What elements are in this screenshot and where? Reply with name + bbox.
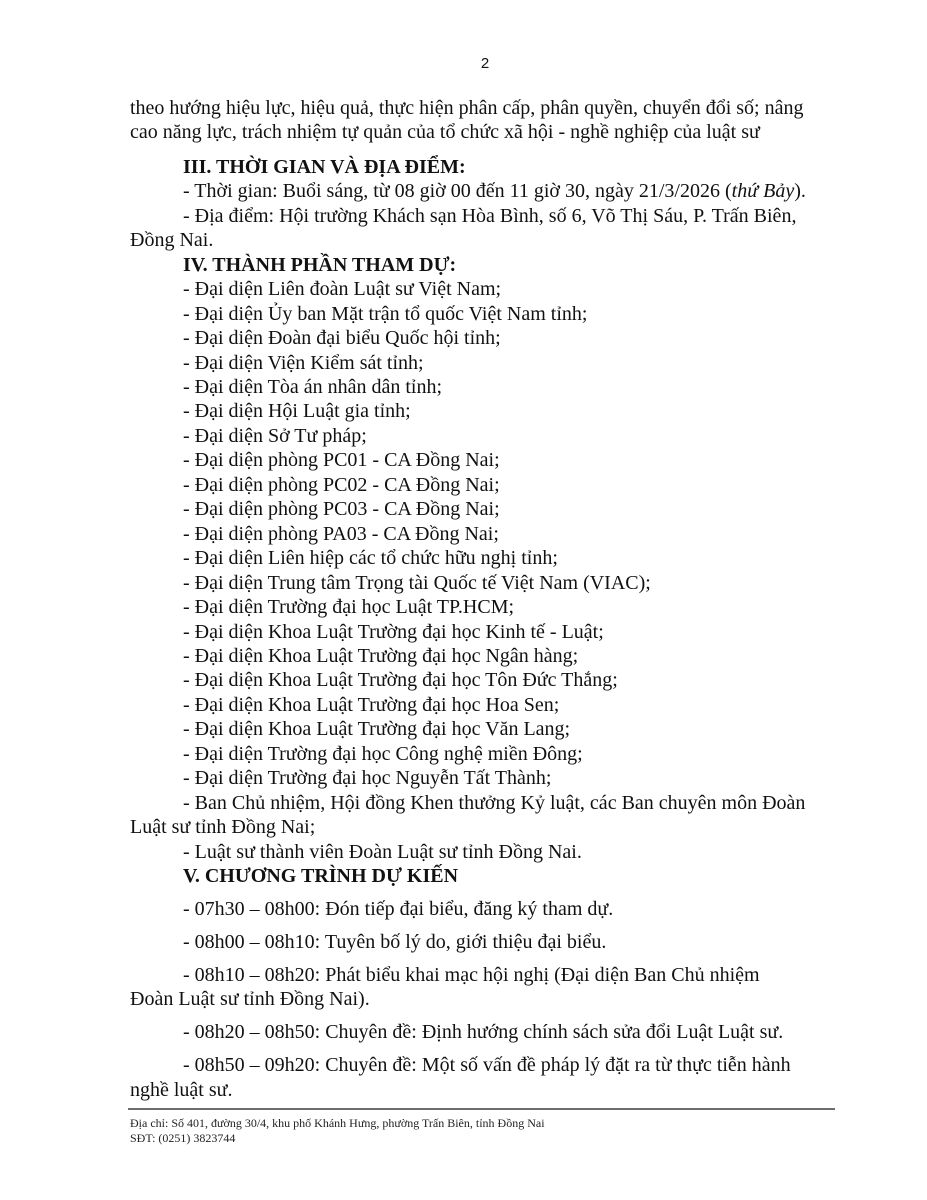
schedule-item: - 08h00 – 08h10: Tuyên bố lý do, giới thiệu đại biểu. [183, 930, 607, 953]
section-4-heading: IV. THÀNH PHẦN THAM DỰ: [183, 253, 457, 276]
schedule-list [130, 897, 840, 1102]
footer-divider [128, 1108, 835, 1110]
place-line-1: - Địa điểm: Hội trường Khách sạn Hòa Bình, số 6, Võ Thị Sáu, P. Trấn Biên, [183, 204, 797, 227]
attendee-item: - Đại diện phòng PC01 - CA Đồng Nai; [183, 449, 500, 472]
schedule-item: - 08h10 – 08h20: Phát biểu khai mạc hội nghị (Đại diện Ban Chủ nhiệm [183, 963, 760, 986]
time-prefix: - Thời gian: Buổi sáng, từ 08 giờ 00 đến 11 giờ 30, ngày 21/3/2026 ( [183, 180, 732, 203]
attendee-item: - Đại diện Tòa án nhân dân tỉnh; [183, 375, 443, 398]
footer [130, 1116, 545, 1146]
attendee-item: - Đại diện phòng PC03 - CA Đồng Nai; [183, 498, 500, 521]
place-line-2: Đồng Nai. [130, 229, 214, 252]
attendee-item: - Đại diện Liên hiệp các tổ chức hữu nghị tỉnh; [183, 547, 558, 570]
schedule-item: - 08h20 – 08h50: Chuyên đề: Định hướng chính sách sửa đổi Luật Luật sư. [183, 1021, 784, 1044]
time-weekday: thứ Bảy [731, 180, 795, 203]
attendee-item: - Đại diện Khoa Luật Trường đại học Ngân hàng; [183, 644, 579, 667]
intro-line-1: theo hướng hiệu lực, hiệu quả, thực hiện phân cấp, phân quyền, chuyển đổi số; nâng [130, 97, 804, 119]
footer-phone: SĐT: (0251) 3823744 [130, 1131, 236, 1145]
attendee-item: - Đại diện Viện Kiểm sát tỉnh; [183, 351, 424, 374]
attendee-item: - Đại diện Đoàn đại biểu Quốc hội tỉnh; [183, 327, 501, 350]
attendee-list [130, 277, 840, 791]
attendee-item: - Đại diện Hội Luật gia tỉnh; [183, 400, 411, 423]
section-3-heading: III. THỜI GIAN VÀ ĐỊA ĐIỂM: [183, 155, 466, 178]
attendee-item: - Đại diện Sở Tư pháp; [183, 424, 367, 447]
schedule-item: - 07h30 – 08h00: Đón tiếp đại biểu, đăng ký tham dự. [183, 898, 614, 920]
attendee-item: - Đại diện Khoa Luật Trường đại học Hoa Sen; [183, 693, 560, 716]
footer-address: Địa chỉ: Số 401, đường 30/4, khu phố Khánh Hưng, phường Trấn Biên, tỉnh Đồng Nai [130, 1116, 545, 1130]
board-line-2: Luật sư tỉnh Đồng Nai; [130, 816, 316, 839]
members-line: - Luật sư thành viên Đoàn Luật sư tỉnh Đồng Nai. [183, 840, 582, 863]
attendee-item: - Đại diện Trường đại học Nguyễn Tất Thành; [183, 767, 552, 790]
page-number: 2 [480, 55, 490, 72]
schedule-item-continuation: Đoàn Luật sư tỉnh Đồng Nai). [130, 988, 370, 1011]
attendee-item: - Đại diện phòng PC02 - CA Đồng Nai; [183, 473, 500, 496]
attendee-item: - Đại diện Trường đại học Luật TP.HCM; [183, 596, 515, 619]
intro-line-2: cao năng lực, trách nhiệm tự quản của tổ chức xã hội - nghề nghiệp của luật sư [130, 121, 760, 144]
board-line-1: - Ban Chủ nhiệm, Hội đồng Khen thưởng Kỷ luật, các Ban chuyên môn Đoàn [183, 791, 806, 814]
attendee-item: - Đại diện Liên đoàn Luật sư Việt Nam; [183, 278, 502, 301]
section-5-heading: V. CHƯƠNG TRÌNH DỰ KIẾN [183, 865, 459, 888]
attendee-item: - Đại diện Khoa Luật Trường đại học Văn Lang; [183, 718, 571, 741]
attendee-item: - Đại diện phòng PA03 - CA Đồng Nai; [183, 522, 499, 545]
attendee-item: - Đại diện Trường đại học Công nghệ miền Đông; [183, 742, 583, 765]
document-body [130, 96, 840, 1102]
attendee-item: - Đại diện Khoa Luật Trường đại học Kinh tế - Luật; [183, 620, 604, 643]
attendee-item: - Đại diện Trung tâm Trọng tài Quốc tế Việt Nam (VIAC); [183, 571, 651, 594]
schedule-item-continuation: nghề luật sư. [130, 1078, 233, 1101]
time-suffix: ). [794, 180, 806, 203]
attendee-item: - Đại diện Ủy ban Mặt trận tổ quốc Việt Nam tỉnh; [183, 302, 588, 325]
time-line [130, 179, 840, 203]
attendee-item: - Đại diện Khoa Luật Trường đại học Tôn Đức Thắng; [183, 669, 618, 692]
schedule-item: - 08h50 – 09h20: Chuyên đề: Một số vấn đề pháp lý đặt ra từ thực tiễn hành [183, 1054, 791, 1077]
